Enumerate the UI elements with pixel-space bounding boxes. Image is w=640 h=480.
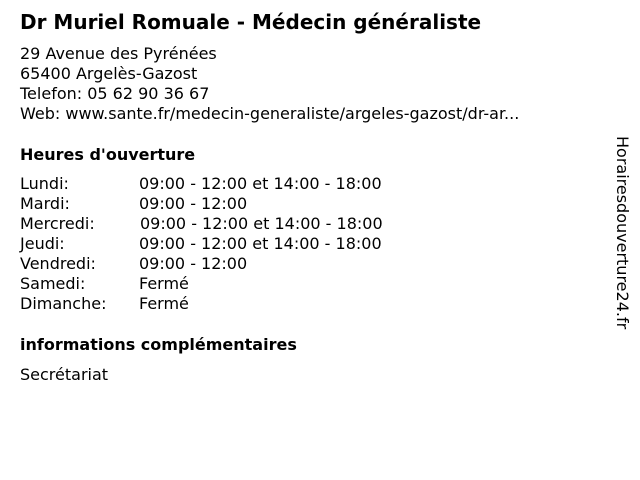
day-label: Mercredi:	[20, 214, 95, 233]
city-address: 65400 Argelès-Gazost	[20, 64, 198, 83]
day-label: Mardi:	[20, 194, 70, 213]
day-label: Jeudi:	[20, 234, 65, 253]
additional-info-heading: informations complémentaires	[20, 335, 297, 354]
hours-value: Fermé	[139, 294, 189, 313]
hours-value: 09:00 - 12:00	[139, 194, 248, 213]
hours-value: 09:00 - 12:00	[139, 254, 248, 273]
address-block	[20, 44, 519, 124]
opening-hours-heading: Heures d'ouverture	[20, 145, 196, 164]
day-label: Vendredi:	[20, 254, 96, 273]
hours-value: 09:00 - 12:00 et 14:00 - 18:00	[139, 234, 382, 253]
website-link[interactable]: Web: www.sante.fr/medecin-generaliste/argeles-gazost/dr-ar...	[20, 104, 520, 123]
day-label: Samedi:	[20, 274, 86, 293]
hours-value: 09:00 - 12:00 et 14:00 - 18:00	[139, 174, 382, 193]
phone-number: Telefon: 05 62 90 36 67	[20, 84, 210, 103]
day-label: Lundi:	[20, 174, 69, 193]
day-label: Dimanche:	[20, 294, 107, 313]
hours-value: 09:00 - 12:00 et 14:00 - 18:00	[140, 214, 383, 233]
site-watermark: Horairesdouverture24.fr	[613, 136, 632, 330]
street-address: 29 Avenue des Pyrénées	[20, 44, 217, 63]
hours-value: Fermé	[139, 274, 189, 293]
page-title: Dr Muriel Romuale - Médecin généraliste	[20, 10, 482, 34]
additional-info-text: Secrétariat	[20, 365, 109, 384]
